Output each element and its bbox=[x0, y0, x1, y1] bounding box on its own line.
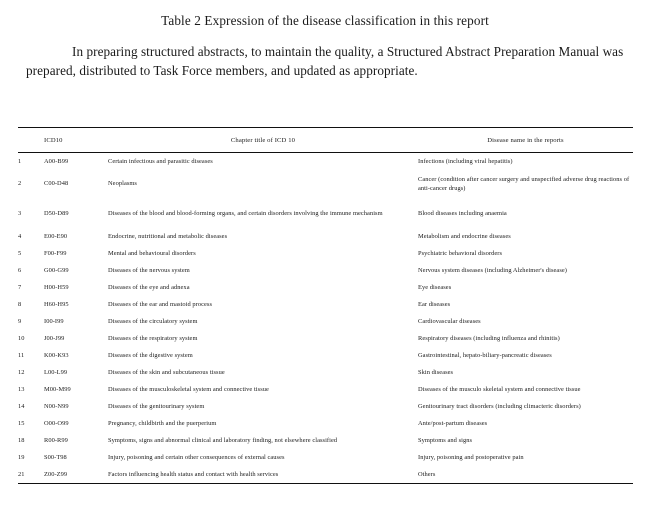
icd10-code: M00-M99 bbox=[44, 386, 71, 394]
disease-name: Ear diseases bbox=[418, 301, 451, 309]
icd10-code: A00-B99 bbox=[44, 157, 69, 165]
icd10-code: F00-F99 bbox=[44, 250, 67, 258]
row-number: 10 bbox=[18, 335, 25, 343]
disease-classification-table bbox=[18, 127, 633, 484]
chapter-title: Diseases of the respiratory system bbox=[108, 335, 198, 343]
table-row bbox=[18, 314, 633, 331]
row-number: 14 bbox=[18, 403, 25, 411]
table-row bbox=[18, 416, 633, 433]
row-number: 8 bbox=[18, 301, 22, 309]
chapter-title: Diseases of the musculoskeletal system and connective tissue bbox=[108, 386, 269, 394]
table-row bbox=[18, 382, 633, 399]
chapter-title: Injury, poisoning and certain other consequences of external causes bbox=[108, 454, 285, 462]
disease-name: Nervous system diseases (including Alzheimer's disease) bbox=[418, 267, 567, 275]
icd10-code: R00-R99 bbox=[44, 437, 68, 445]
icd10-code: K00-K93 bbox=[44, 352, 69, 360]
icd10-code: Z00-Z99 bbox=[44, 467, 108, 484]
icd10-code: C00-D48 bbox=[44, 180, 69, 188]
row-number: 11 bbox=[18, 352, 25, 360]
column-header-disease-name: Disease name in the reports bbox=[418, 128, 633, 153]
icd10-code: H00-H59 bbox=[44, 284, 69, 292]
disease-name: Gastrointestinal, hepato-biliary-pancreatic diseases bbox=[418, 352, 552, 360]
disease-name: Infections (including viral hepatitis) bbox=[418, 157, 513, 165]
disease-name: Ante/post-partum diseases bbox=[418, 420, 488, 428]
icd10-code: D50-D89 bbox=[44, 209, 69, 217]
page-title: Table 2 Expression of the disease classification in this report bbox=[161, 13, 489, 28]
chapter-title: Diseases of the eye and adnexa bbox=[108, 284, 190, 292]
icd10-code: N00-N99 bbox=[44, 403, 69, 411]
disease-name: Genitourinary tract disorders (including climacteric disorders) bbox=[418, 403, 581, 411]
column-header-icd10: ICD10 bbox=[44, 128, 108, 153]
icd10-code: I00-I99 bbox=[44, 318, 64, 326]
chapter-title: Pregnancy, childbirth and the puerperium bbox=[108, 420, 217, 428]
icd10-code: H60-H95 bbox=[44, 301, 69, 309]
row-number: 1 bbox=[18, 157, 22, 165]
icd10-code: J00-J99 bbox=[44, 335, 65, 343]
chapter-title: Diseases of the genitourinary system bbox=[108, 403, 205, 411]
table-row bbox=[18, 348, 633, 365]
chapter-title: Endocrine, nutritional and metabolic diseases bbox=[108, 233, 228, 241]
row-number: 12 bbox=[18, 369, 25, 377]
disease-name: Others bbox=[418, 467, 633, 484]
table-row bbox=[18, 170, 633, 199]
table-row bbox=[18, 153, 633, 170]
icd10-code: E00-E90 bbox=[44, 233, 68, 241]
intro-paragraph: In preparing structured abstracts, to maintain the quality, a Structured Abstract Preparation Manual was prepared, distributed to Task Force members, and updated as appropriate. bbox=[26, 43, 624, 78]
table-row bbox=[18, 365, 633, 382]
table-header-row bbox=[18, 128, 633, 153]
table-row bbox=[18, 399, 633, 416]
chapter-title: Diseases of the digestive system bbox=[108, 352, 193, 360]
disease-name: Injury, poisoning and postoperative pain bbox=[418, 454, 524, 462]
row-number: 7 bbox=[18, 284, 22, 292]
row-number: 18 bbox=[18, 437, 25, 445]
row-number: 4 bbox=[18, 233, 22, 241]
chapter-title: Mental and behavioural disorders bbox=[108, 250, 196, 258]
row-number: 9 bbox=[18, 318, 22, 326]
row-number: 21 bbox=[18, 467, 44, 484]
disease-name: Eye diseases bbox=[418, 284, 452, 292]
disease-name: Metabolism and endocrine diseases bbox=[418, 233, 511, 241]
table-body bbox=[18, 153, 633, 484]
chapter-title: Symptoms, signs and abnormal clinical and laboratory finding, not elsewhere classified bbox=[108, 437, 338, 445]
table-container bbox=[18, 127, 633, 484]
row-number: 19 bbox=[18, 454, 25, 462]
table-row bbox=[18, 280, 633, 297]
table-row bbox=[18, 246, 633, 263]
icd10-code: S00-T98 bbox=[44, 454, 67, 462]
table-row bbox=[18, 263, 633, 280]
disease-name: Respiratory diseases (including influenza and rhinitis) bbox=[418, 335, 560, 343]
disease-name: Skin diseases bbox=[418, 369, 454, 377]
chapter-title: Diseases of the blood and blood-forming organs, and certain disorders involving the immune mechanism bbox=[108, 209, 383, 217]
table-row bbox=[18, 331, 633, 348]
disease-name: Diseases of the musculo skeletal system and connective tissue bbox=[418, 386, 581, 394]
chapter-title: Diseases of the nervous system bbox=[108, 267, 190, 275]
table-row bbox=[18, 199, 633, 229]
table-row bbox=[18, 229, 633, 246]
table-header bbox=[18, 128, 633, 153]
table-row bbox=[18, 433, 633, 450]
column-header-chapter: Chapter title of ICD 10 bbox=[108, 128, 418, 153]
row-number: 3 bbox=[18, 209, 22, 217]
disease-name: Symptoms and signs bbox=[418, 437, 473, 445]
chapter-title: Diseases of the ear and mastoid process bbox=[108, 301, 213, 309]
icd10-code: O00-O99 bbox=[44, 420, 69, 428]
chapter-title: Certain infectious and parasitic diseases bbox=[108, 157, 213, 165]
icd10-code: G00-G99 bbox=[44, 267, 69, 275]
row-number: 13 bbox=[18, 386, 25, 394]
chapter-title: Factors influencing health status and contact with health services bbox=[108, 467, 418, 484]
disease-name: Psychiatric behavioral disorders bbox=[418, 250, 503, 258]
table-row bbox=[18, 467, 633, 484]
row-number: 15 bbox=[18, 420, 25, 428]
icd10-code: L00-L99 bbox=[44, 369, 68, 377]
chapter-title: Diseases of the circulatory system bbox=[108, 318, 198, 326]
table-row bbox=[18, 297, 633, 314]
row-number: 5 bbox=[18, 250, 22, 258]
column-header-number bbox=[18, 128, 44, 153]
chapter-title: Neoplasms bbox=[108, 180, 137, 188]
disease-name: Cancer (condition after cancer surgery and unspecified adverse drug reactions of anti-cancer drugs) bbox=[418, 175, 630, 192]
row-number: 2 bbox=[18, 180, 22, 188]
disease-name: Blood diseases including anaemia bbox=[418, 209, 507, 217]
table-row bbox=[18, 450, 633, 467]
chapter-title: Diseases of the skin and subcutaneous tissue bbox=[108, 369, 225, 377]
row-number: 6 bbox=[18, 267, 22, 275]
disease-name: Cardiovascular diseases bbox=[418, 318, 481, 326]
